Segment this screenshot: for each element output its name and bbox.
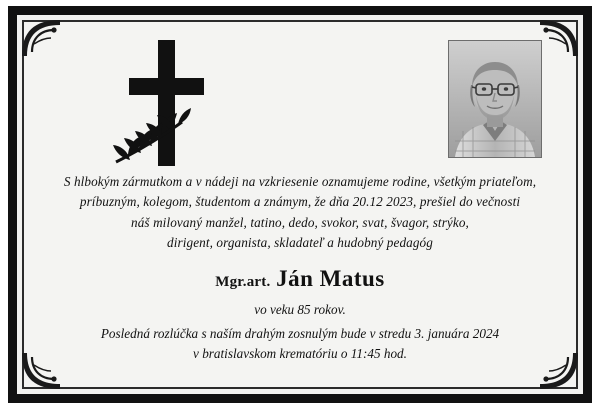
farewell-paragraph [44,324,556,365]
deceased-full-name: Ján Matus [276,265,385,291]
notice-text [44,172,556,365]
intro-paragraph [44,172,556,254]
deceased-name-block [44,266,556,292]
farewell-line-2: v bratislavskom krematóriu o 11:45 hod. [193,346,407,362]
palm-branch-icon [113,108,191,162]
portrait-photo [448,40,542,158]
notice-content [26,24,574,385]
cross-and-branch-group [108,34,238,174]
intro-line-2: príbuzným, kolegom, študentom a známym, že dňa 20.12 2023, prešiel do večnosti [79,194,521,210]
age-line: vo veku 85 rokov. [254,301,346,317]
farewell-line-1: Posledná rozlúčka s naším drahým zosnulým bude v stredu 3. januára 2024 [100,325,500,341]
intro-line-3: náš milovaný manžel, tatino, dedo, svokor, svat, švagor, strýko, [131,214,469,230]
intro-line-1: S hlbokým zármutkom a v nádeji na vzkriesenie oznamujeme rodine, všetkým priateľom, [63,174,537,189]
academic-degree: Mgr.art. [215,273,271,290]
intro-line-4: dirigent, organista, skladateľ a hudobný pedagóg [167,235,433,251]
emblem-and-photo-row [44,30,556,170]
